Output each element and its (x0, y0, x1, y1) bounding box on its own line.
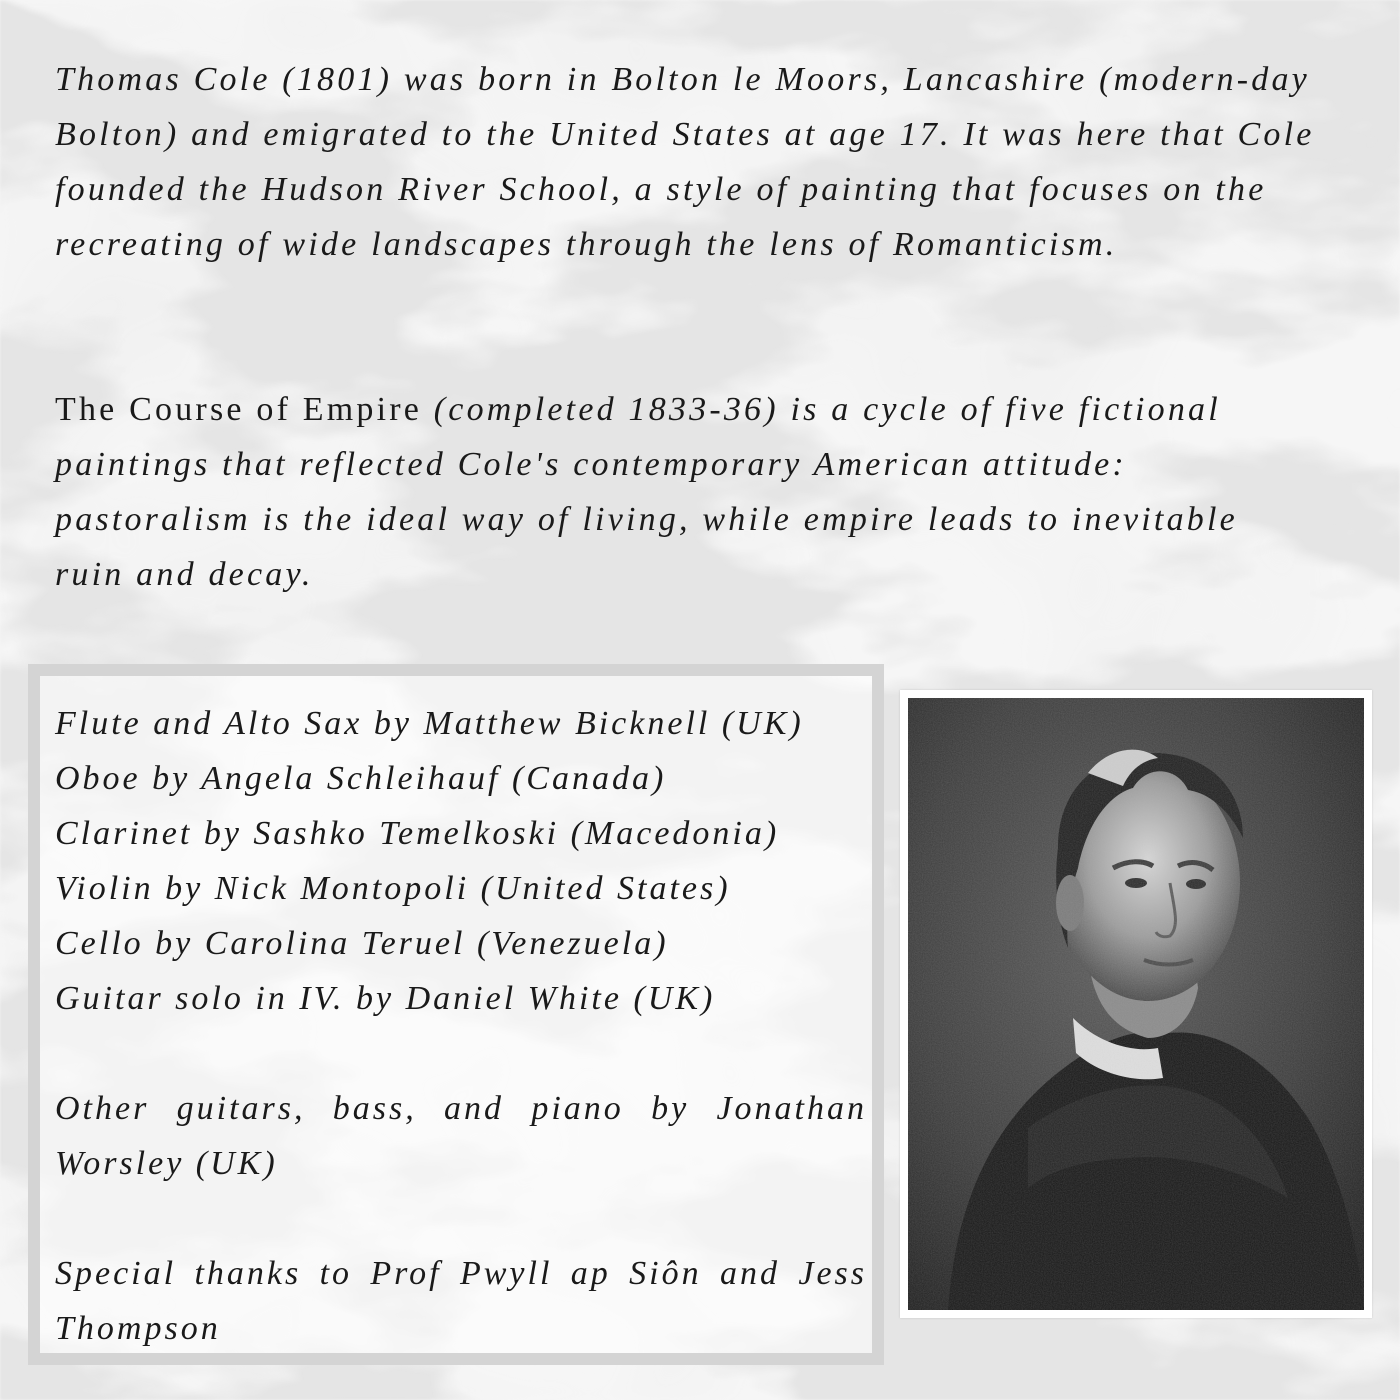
credit-line: Flute and Alto Sax by Matthew Bicknell (UK) (55, 705, 804, 742)
credit-line: Violin by Nick Montopoli (United States) (55, 870, 731, 907)
credit-line: Cello by Carolina Teruel (Venezuela) (55, 925, 669, 962)
other-credits: Other guitars, bass, and piano by Jonathan Worsley (UK) (55, 1090, 867, 1182)
course-paragraph (55, 382, 1315, 602)
credits-list (55, 696, 867, 1356)
portrait-photo (908, 698, 1364, 1310)
spacer (55, 1026, 867, 1081)
portrait-frame (900, 690, 1372, 1318)
intro-paragraph (55, 52, 1315, 272)
intro-text: Thomas Cole (1801) was born in Bolton le Moors, Lancashire (modern-day Bolton) and emigrated to the United States at age 17. It was here that Cole founded the Hudson River School, a style of painting that focuses on the recreating of wide landscapes through the lens of Romanticism. (55, 61, 1315, 263)
credit-line: Clarinet by Sashko Temelkoski (Macedonia) (55, 815, 780, 852)
spacer (55, 1191, 867, 1246)
credit-line: Oboe by Angela Schleihauf (Canada) (55, 760, 667, 797)
course-title: The Course of Empire (55, 391, 423, 428)
credits-box (28, 664, 884, 1365)
special-thanks: Special thanks to Prof Pwyll ap Siôn and Jess Thompson (55, 1255, 867, 1347)
course-text: (completed 1833-36) is a cycle of five fictional paintings that reflected Cole's contemporary American attitude: pastoralism is the ideal way of living, while empire leads to inevitable ruin and decay. (55, 391, 1238, 593)
credit-line: Guitar solo in IV. by Daniel White (UK) (55, 980, 716, 1017)
